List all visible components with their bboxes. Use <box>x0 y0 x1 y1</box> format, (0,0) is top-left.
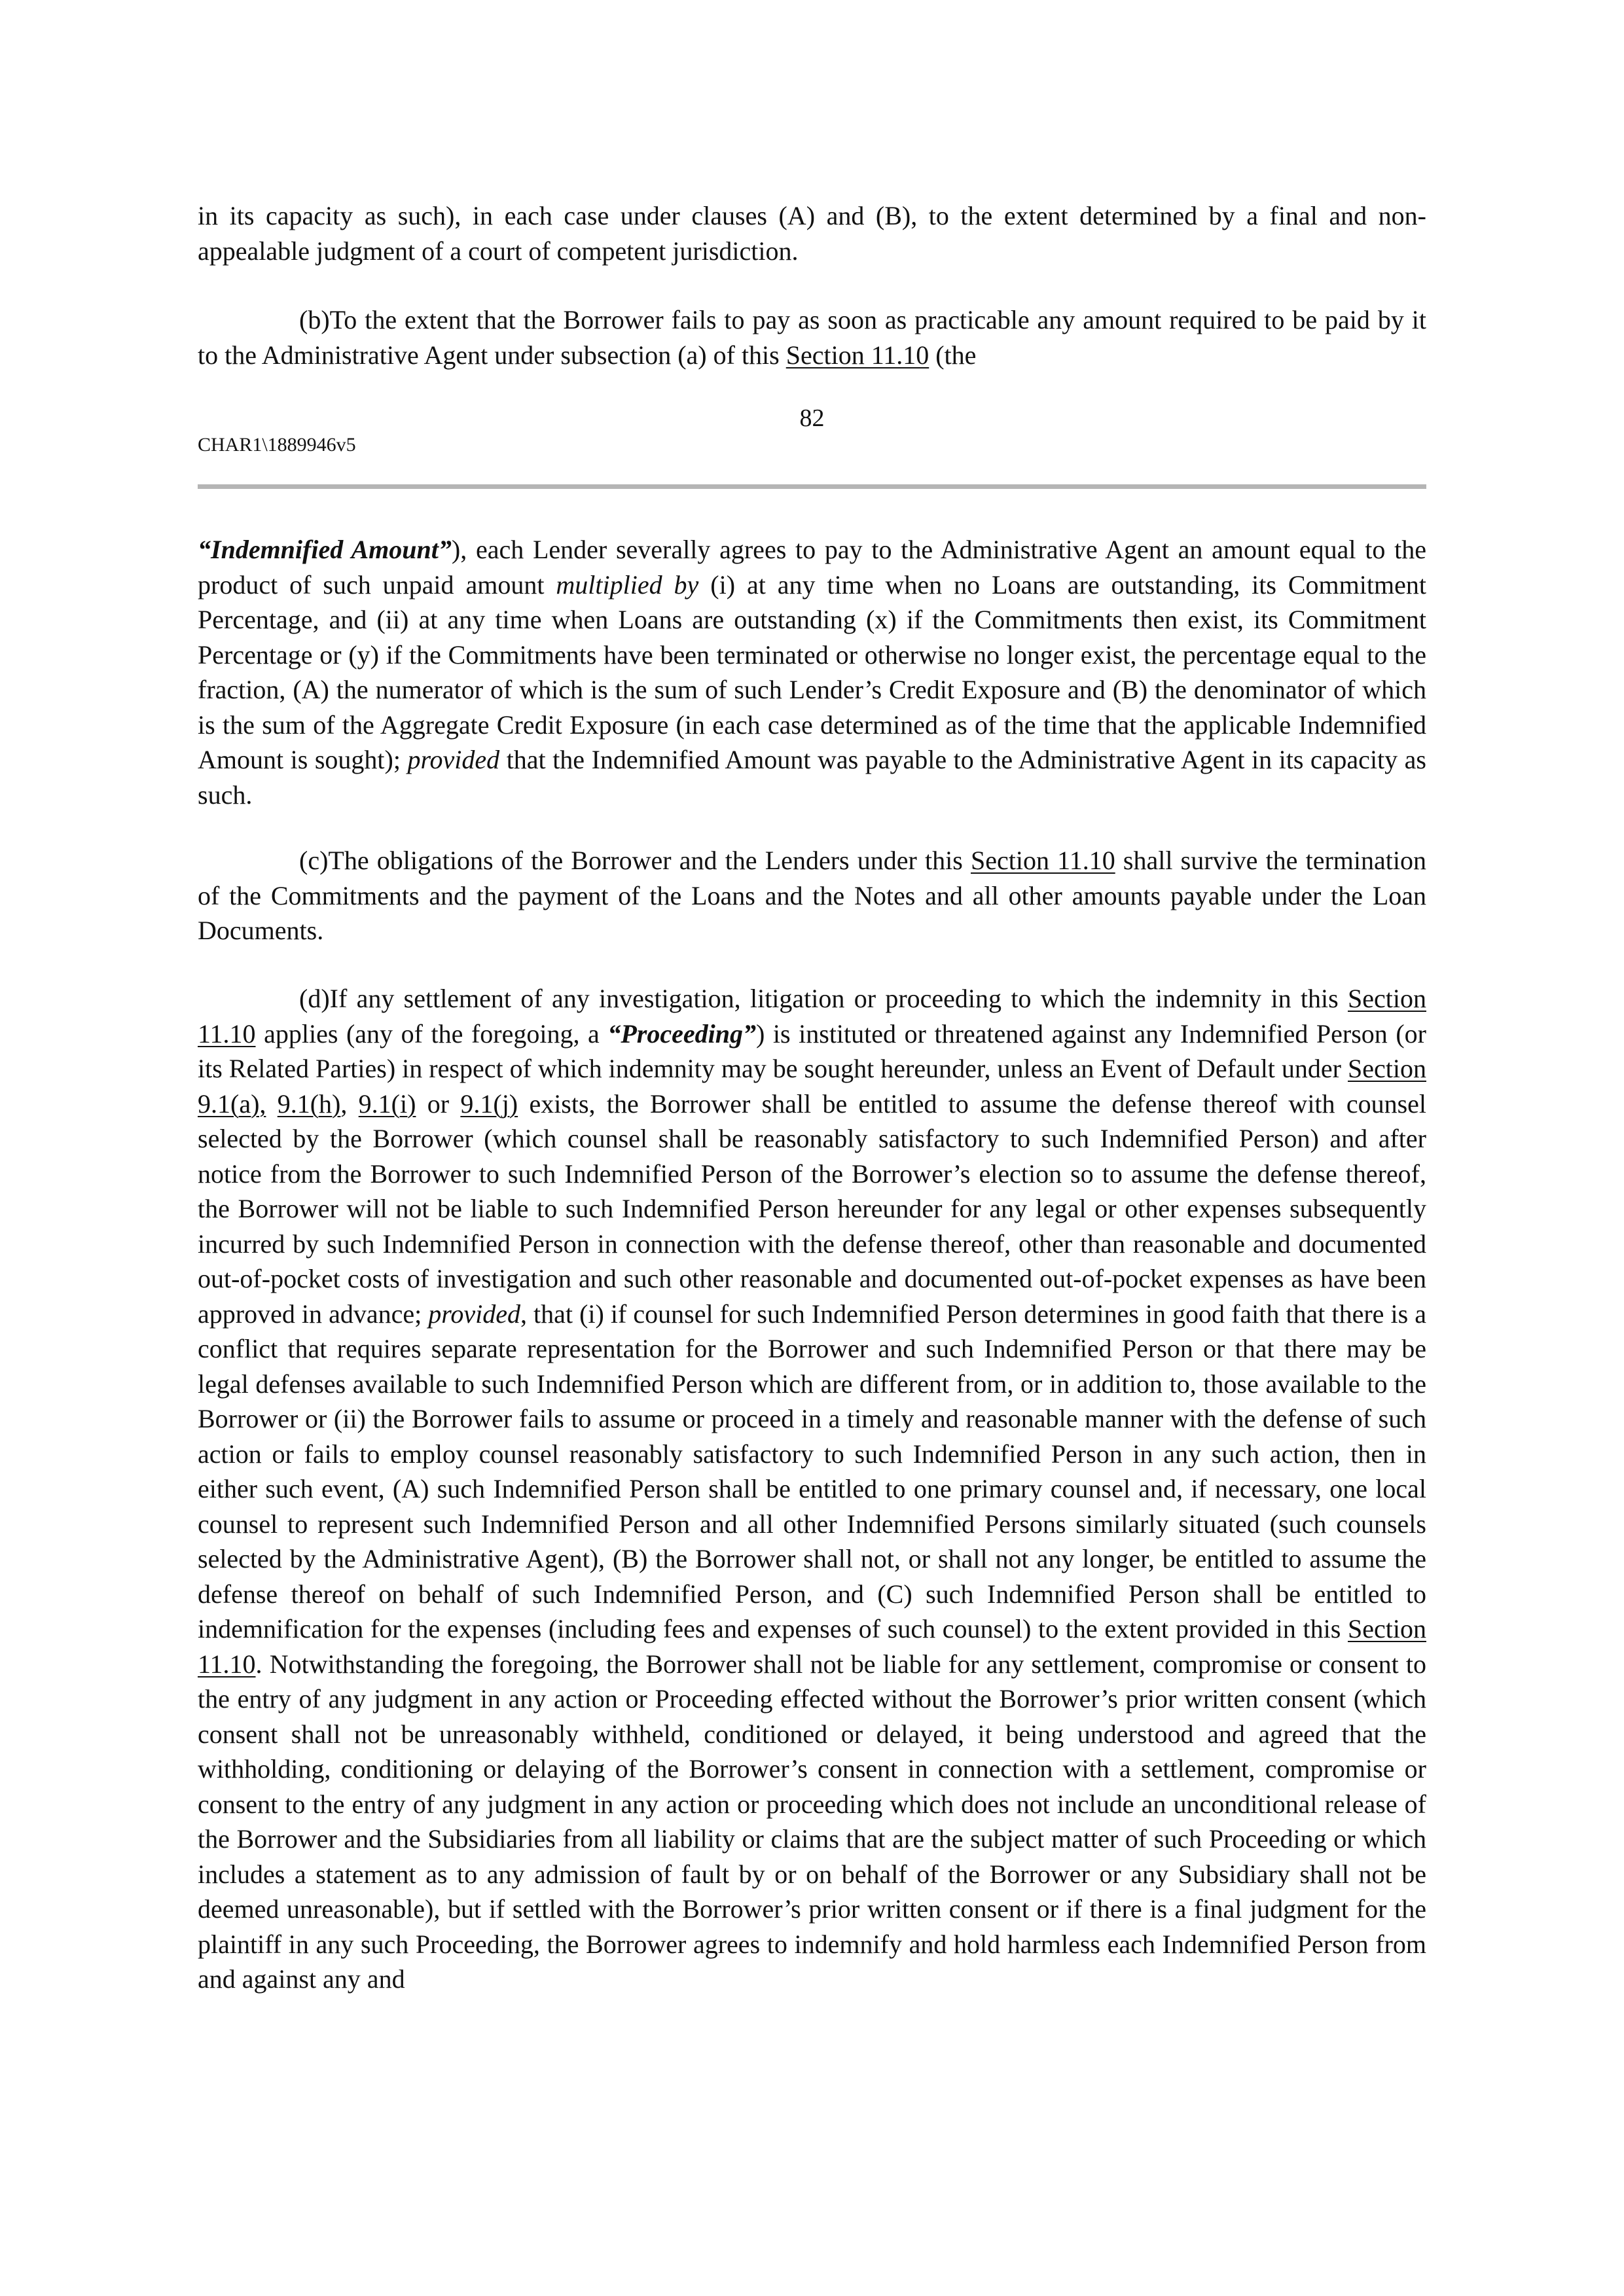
paragraph-c-text-1: (c)The obligations of the Borrower and the Lenders under this <box>299 846 971 875</box>
paragraph-b-cont-text-1: ), each Lender severally agrees to pay to the Administrative Agent an amount equal to the product of such unpaid amount <box>198 535 1426 600</box>
multiplied-by-term: multiplied by <box>556 569 699 600</box>
paragraph-c-text-2: shall survive the termination of the Commitments and the payment of the Loans and the Notes and all other amounts payable under the Loan Documents. <box>198 846 1427 945</box>
page-break-divider <box>198 484 1426 489</box>
paragraph-d-text-6: or <box>416 1088 461 1119</box>
paragraph-d-text-9: . Notwithstanding the foregoing, the Borrower shall not be liable for any settlement, compromise or consent to the entry of any judgment in any action or Proceeding effected without the Borrower’s prior written consent (which consent shall not be unreasonably withheld, conditioned or delayed, it being understood and agreed that the withholding, conditioning or delaying of the Borrower’s consent in connection with a settlement, compromise or consent to the entry of any judgment in any action or proceeding which does not include an unconditional release of the Borrower and the Subsidiaries from all liability or claims that are the subject matter of such Proceeding or which includes a statement as to any admission of fault by or on behalf of the Borrower or any Subsidiary shall not be deemed unreasonable), but if settled with the Borrower’s prior written consent or if there is a final judgment for the plaintiff in any such Proceeding, the Borrower agrees to indemnify and hold harmless each Indemnified Person from and against any and <box>198 1649 1426 1994</box>
section-9-1-a-link[interactable]: Section 9.1(a), <box>198 1054 1426 1119</box>
paragraph-d-text-7: exists, the Borrower shall be entitled to assume the defense thereof with counsel selected by the Borrower (which counsel shall be reasonably satisfactory to such Indemnified Person) and after notice from the Borrower to such Indemnified Person of the Borrower’s election so to assume the defense thereof, the Borrower will not be liable to such Indemnified Person hereunder for any legal or other expenses subsequently incurred by such Indemnified Person in connection with the defense thereof, other than reasonable and documented out-of-pocket costs of investigation and such other reasonable and documented out-of-pocket expenses as have been approved in advance; <box>198 1088 1427 1329</box>
section-11-10-link[interactable]: Section 11.10 <box>785 340 929 370</box>
paragraph-d-text-2: applies (any of the foregoing, a <box>255 1018 608 1049</box>
document-id: CHAR1\1889946v5 <box>198 434 356 456</box>
paragraph-a-continuation: in its capacity as such), in each case under clauses (A) and (B), to the extent determined by a final and non-appealable judgment of a court of competent jurisdiction. <box>198 201 1426 266</box>
paragraph-d-text-1: (d)If any settlement of any investigation, litigation or proceeding to which the indemnity in this <box>299 984 1348 1013</box>
paragraph-d-text-5: , <box>340 1088 359 1119</box>
paragraph-b <box>198 302 1426 372</box>
section-9-1-i-link[interactable]: 9.1(i) <box>358 1088 416 1119</box>
provided-term: provided <box>428 1299 520 1329</box>
section-11-10-link[interactable]: Section 11.10 <box>198 984 1426 1049</box>
provided-term: provided <box>407 745 500 774</box>
indemnified-amount-term: “Indemnified Amount” <box>198 535 452 564</box>
paragraph-b-tail: (the <box>929 340 977 370</box>
page-number: 82 <box>799 404 825 432</box>
section-11-10-link[interactable]: Section 11.10 <box>198 1614 1426 1679</box>
section-11-10-link[interactable]: Section 11.10 <box>971 846 1115 875</box>
paragraph-b-text: (b)To the extent that the Borrower fails to pay as soon as practicable any amount required to be paid by it to the Administrative Agent under subsection (a) of this <box>198 305 1426 370</box>
paragraph-d-text-8: , that (i) if counsel for such Indemnified Person determines in good faith that there is a conflict that requires separate representation for the Borrower and such Indemnified Person or that there may be legal defenses available to such Indemnified Person which are different from, or in addition to, those available to the Borrower or (ii) the Borrower fails to assume or proceed in a timely and reasonable manner with the defense of such action or fails to employ counsel reasonably satisfactory to such Indemnified Person in any such action, then in either such event, (A) such Indemnified Person shall be entitled to one primary counsel and, if necessary, one local counsel to represent such Indemnified Person and all other Indemnified Persons similarly situated (such counsels selected by the Administrative Agent), (B) the Borrower shall not, or shall not any longer, be entitled to assume the defense thereof on behalf of such Indemnified Person, and (C) such Indemnified Person shall be entitled to indemnification for the expenses (including fees and expenses of such counsel) to the extent provided in this <box>198 1299 1426 1643</box>
section-9-1-j-link[interactable]: 9.1(j) <box>460 1088 518 1119</box>
paragraph-c <box>198 843 1426 948</box>
paragraph-d <box>198 981 1426 1997</box>
proceeding-term: “Proceeding” <box>607 1018 756 1049</box>
paragraph-b-cont-text-2: (i) at any time when no Loans are outstanding, its Commitment Percentage, and (ii) at any time when Loans are outstanding (x) if the Commitments then exist, its Commitment Percentage or (y) if the Commitments have been terminated or otherwise no longer exist, the percentage equal to the fraction, (A) the numerator of which is the sum of such Lender’s Credit Exposure and (B) the denominator of which is the sum of the Aggregate Credit Exposure (in each case determined as of the time that the applicable Indemnified Amount is sought); <box>198 569 1426 774</box>
section-9-1-h-link[interactable]: 9.1(h) <box>277 1088 341 1119</box>
paragraph-d-text-4 <box>266 1089 277 1119</box>
paragraph-b-continuation <box>198 532 1426 812</box>
paragraph-d-text-3: ) is instituted or threatened against any Indemnified Person (or its Related Parties) in respect of which indemnity may be sought hereunder, unless an Event of Default under <box>198 1018 1426 1083</box>
paragraph-b-cont-text-3: that the Indemnified Amount was payable to the Administrative Agent in its capacity as such. <box>198 745 1427 810</box>
